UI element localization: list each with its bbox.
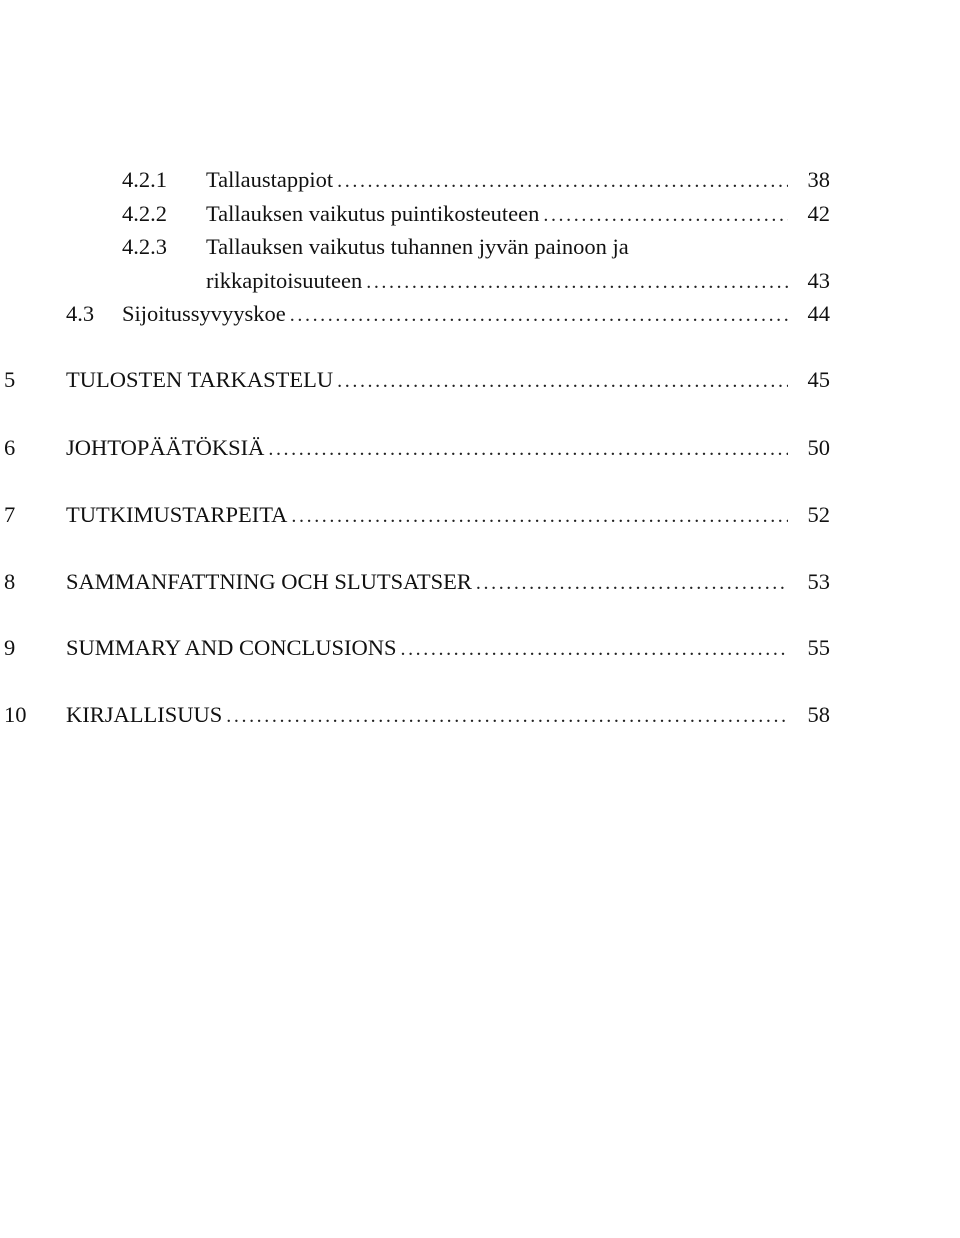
toc-entry-4-2-3[interactable] <box>122 230 830 264</box>
toc-entry-4-2-1[interactable] <box>122 163 830 197</box>
toc-entry-page: 50 <box>807 435 830 460</box>
toc-entry-title: TULOSTEN TARKASTELU <box>66 367 334 392</box>
toc-entry-title: SUMMARY AND CONCLUSIONS <box>66 635 397 660</box>
toc-entry-number: 4.3 <box>66 301 95 326</box>
toc-entry-title: Sijoitussyvyyskoe <box>122 301 286 326</box>
toc-entry-page: 42 <box>807 201 830 226</box>
toc-entry-4-2-3-continued[interactable] <box>206 264 830 298</box>
toc-entry-title: rikkapitoisuuteen <box>206 268 363 293</box>
dot-leader <box>337 164 788 198</box>
toc-entry-page: 55 <box>807 635 830 660</box>
toc-entry-4-2-2[interactable] <box>122 197 830 231</box>
dot-leader <box>337 364 788 398</box>
toc-entry-title: Tallauksen vaikutus tuhannen jyvän painoon ja <box>206 234 629 259</box>
toc-entry-7[interactable] <box>4 498 830 532</box>
toc-entry-number: 9 <box>4 635 16 660</box>
toc-entry-number: 10 <box>4 702 27 727</box>
toc-entry-4-3[interactable] <box>66 297 830 331</box>
toc-entry-9[interactable] <box>4 631 830 665</box>
dot-leader <box>268 432 788 466</box>
dot-leader <box>291 499 788 533</box>
toc-entry-title: SAMMANFATTNING OCH SLUTSATSER <box>66 569 472 594</box>
dot-leader <box>400 632 788 666</box>
toc-entry-number: 4.2.3 <box>122 234 167 259</box>
toc-entry-number: 7 <box>4 502 16 527</box>
dot-leader <box>543 198 788 232</box>
toc-entry-number: 5 <box>4 367 16 392</box>
toc-entry-page: 53 <box>807 569 830 594</box>
toc-entry-title: JOHTOPÄÄTÖKSIÄ <box>66 435 265 460</box>
toc-entry-page: 45 <box>807 367 830 392</box>
toc-entry-title: KIRJALLISUUS <box>66 702 223 727</box>
dot-leader <box>290 298 788 332</box>
toc-entry-number: 8 <box>4 569 16 594</box>
toc-entry-title: TUTKIMUSTARPEITA <box>66 502 288 527</box>
toc-entry-number: 6 <box>4 435 16 460</box>
toc-entry-page: 58 <box>807 702 830 727</box>
toc-entry-title: Tallauksen vaikutus puintikosteuteen <box>206 201 540 226</box>
toc-entry-number: 4.2.2 <box>122 201 167 226</box>
toc-entry-page: 38 <box>807 167 830 192</box>
toc-entry-6[interactable] <box>4 431 830 465</box>
toc-entry-page: 43 <box>807 268 830 293</box>
dot-leader <box>476 566 788 600</box>
toc-entry-8[interactable] <box>4 565 830 599</box>
dot-leader <box>226 699 788 733</box>
toc-entry-title: Tallaustappiot <box>206 167 334 192</box>
dot-leader <box>366 265 788 299</box>
toc-entry-10[interactable] <box>4 698 830 732</box>
toc-entry-5[interactable] <box>4 363 830 397</box>
toc-entry-page: 52 <box>807 502 830 527</box>
toc-entry-number: 4.2.1 <box>122 167 167 192</box>
toc-entry-page: 44 <box>807 301 830 326</box>
